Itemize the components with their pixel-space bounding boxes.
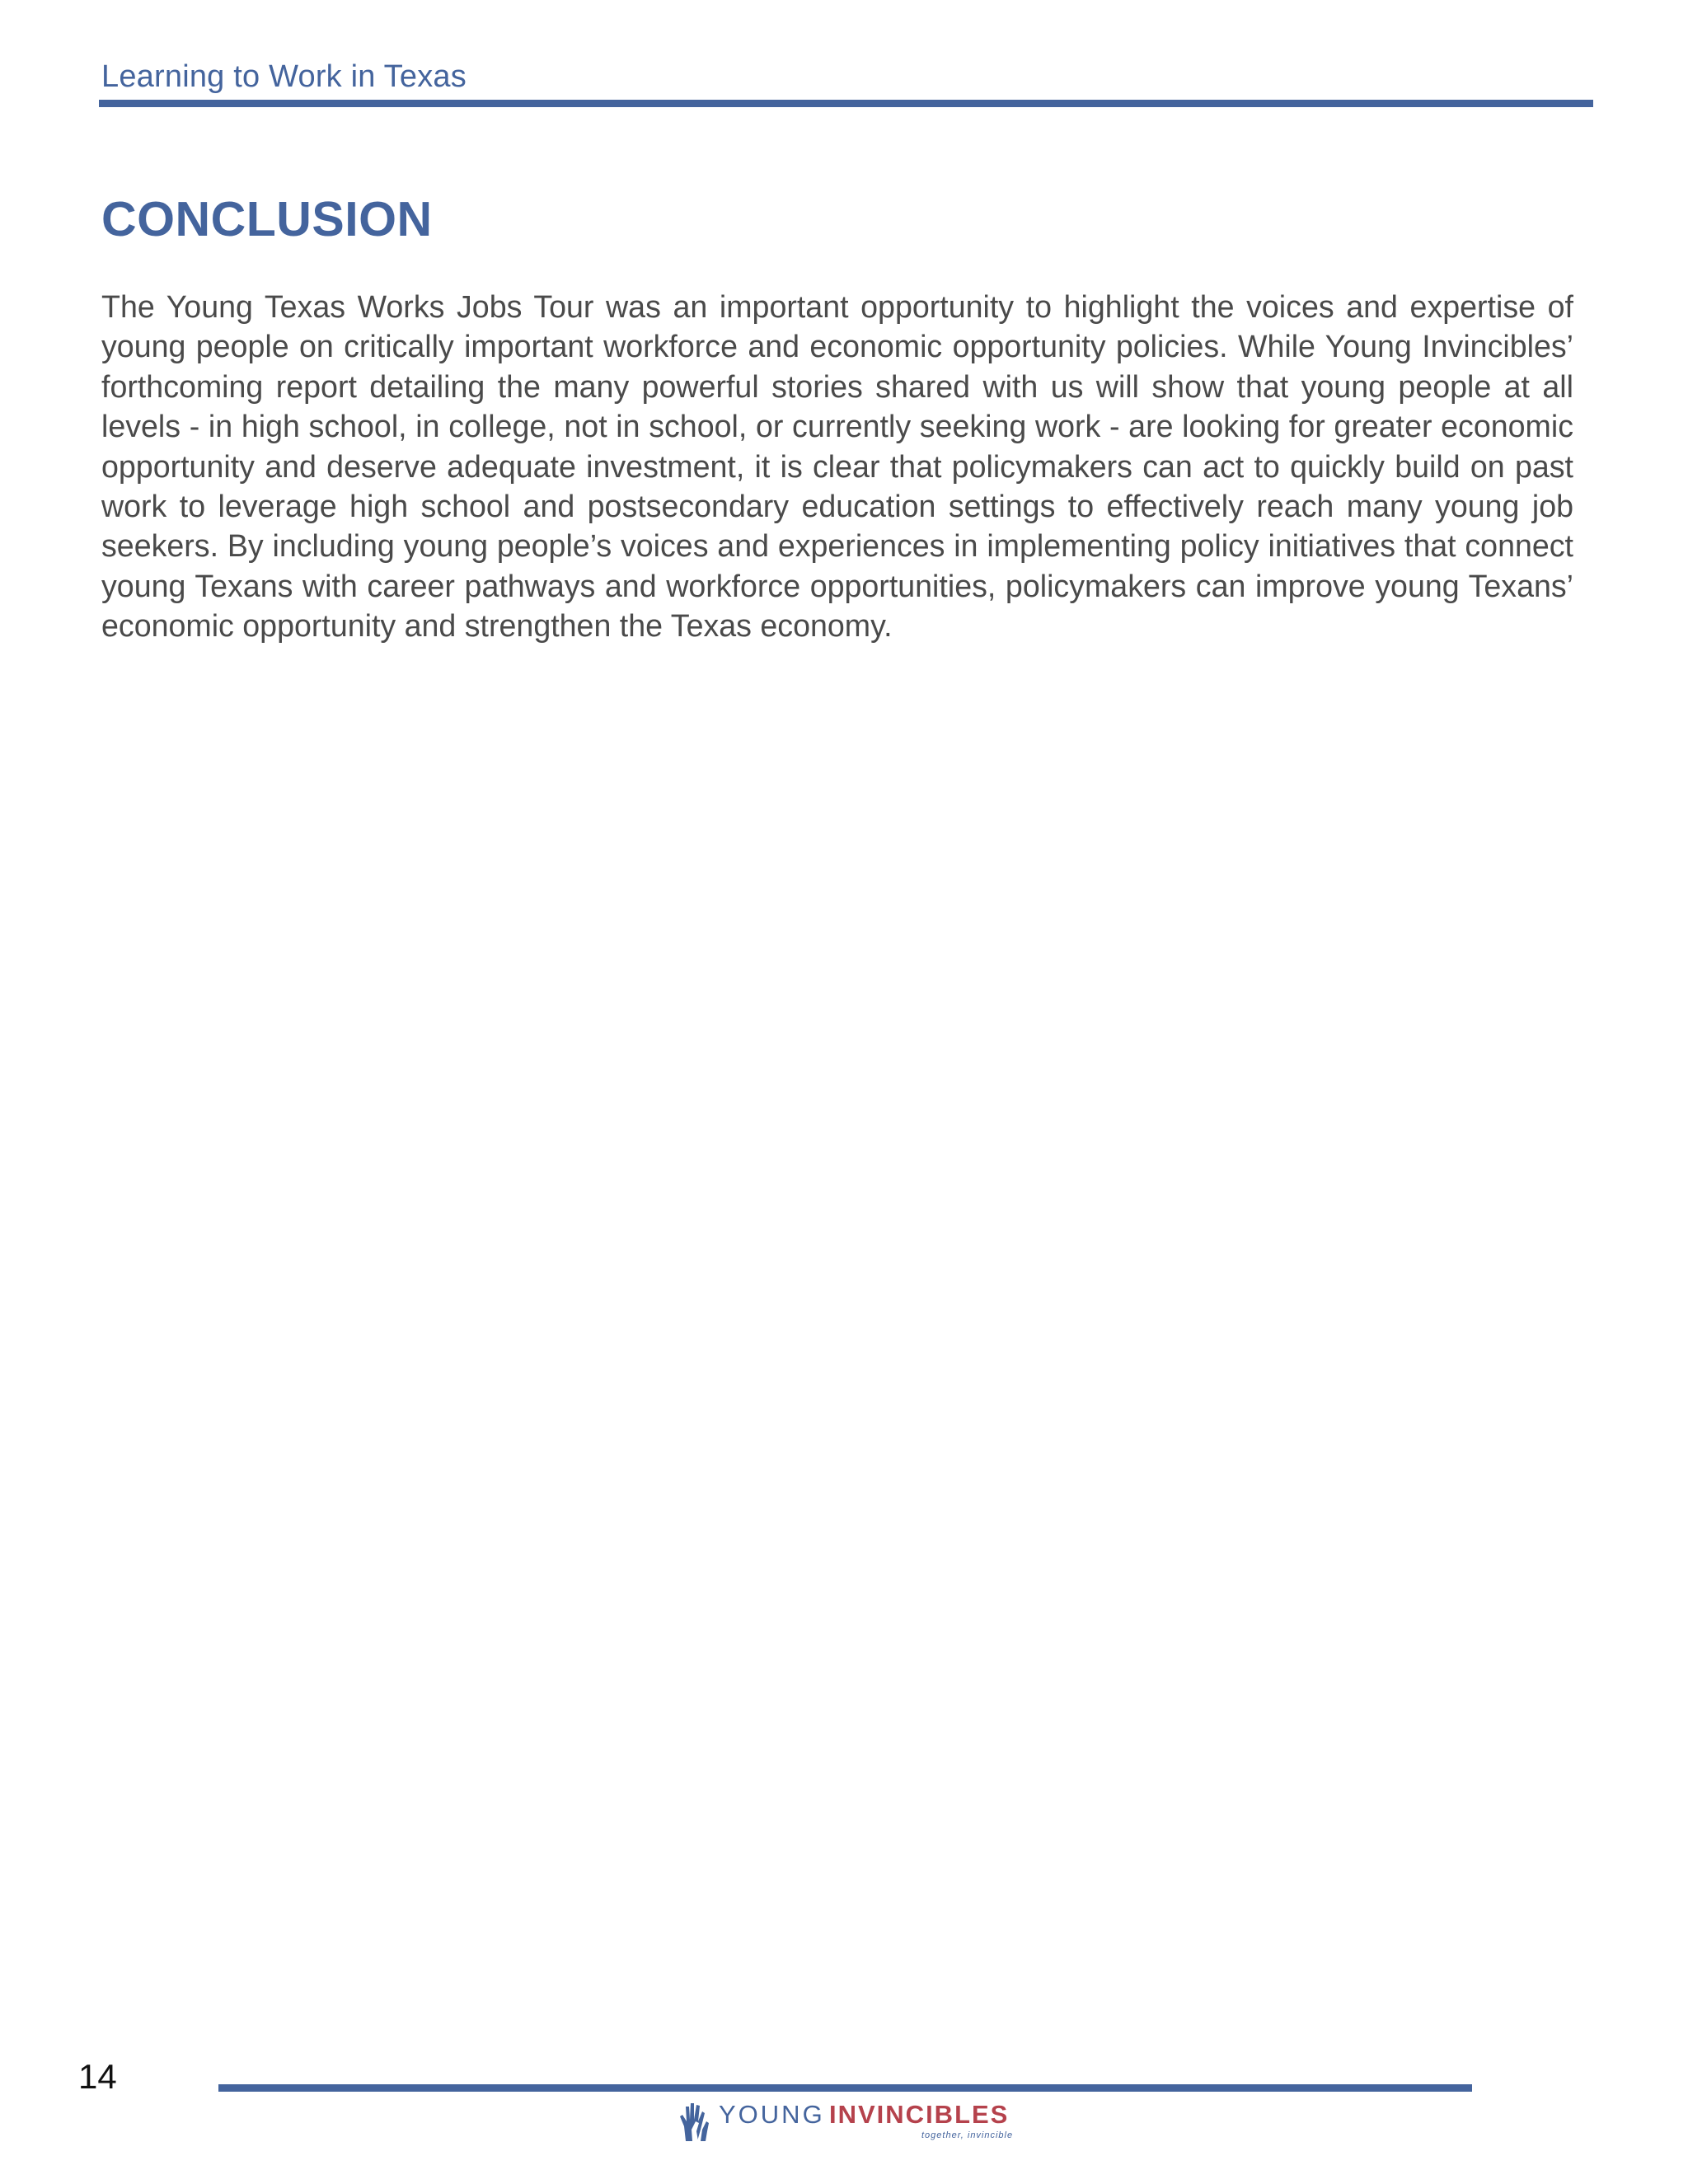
section-title: CONCLUSION <box>101 192 433 246</box>
running-header-title: Learning to Work in Texas <box>101 59 467 94</box>
raised-hands-logo-icon <box>678 2097 714 2143</box>
logo-wordmark-invincibles: INVINCIBLES <box>829 2100 1010 2129</box>
logo-wordmark-young: YOUNG <box>719 2100 825 2129</box>
header-divider <box>99 100 1593 107</box>
page-number: 14 <box>78 2057 117 2096</box>
footer-logo <box>678 2097 1015 2146</box>
logo-tagline: together, invincible <box>921 2130 1014 2140</box>
body-paragraph: The Young Texas Works Jobs Tour was an important opportunity to highlight the voices and expertise of young people on critically important workforce and economic opportunity policies. While Young Invincibles’ forthcoming report detailing the many powerful stories shared with us will show that young people at all levels - in high school, in college, not in school, or currently seeking work - are looking for greater economic opportunity and deserve adequate investment, it is clear that policymakers can act to quickly build on past work to leverage high school and postsecondary education settings to effectively reach many young job seekers. By including young people’s voices and experiences in implementing policy initiatives that connect young Texans with career pathways and workforce opportunities, policymakers can improve young Texans’ economic opportunity and strengthen the Texas economy. <box>101 289 1573 644</box>
footer-divider <box>218 2084 1472 2092</box>
